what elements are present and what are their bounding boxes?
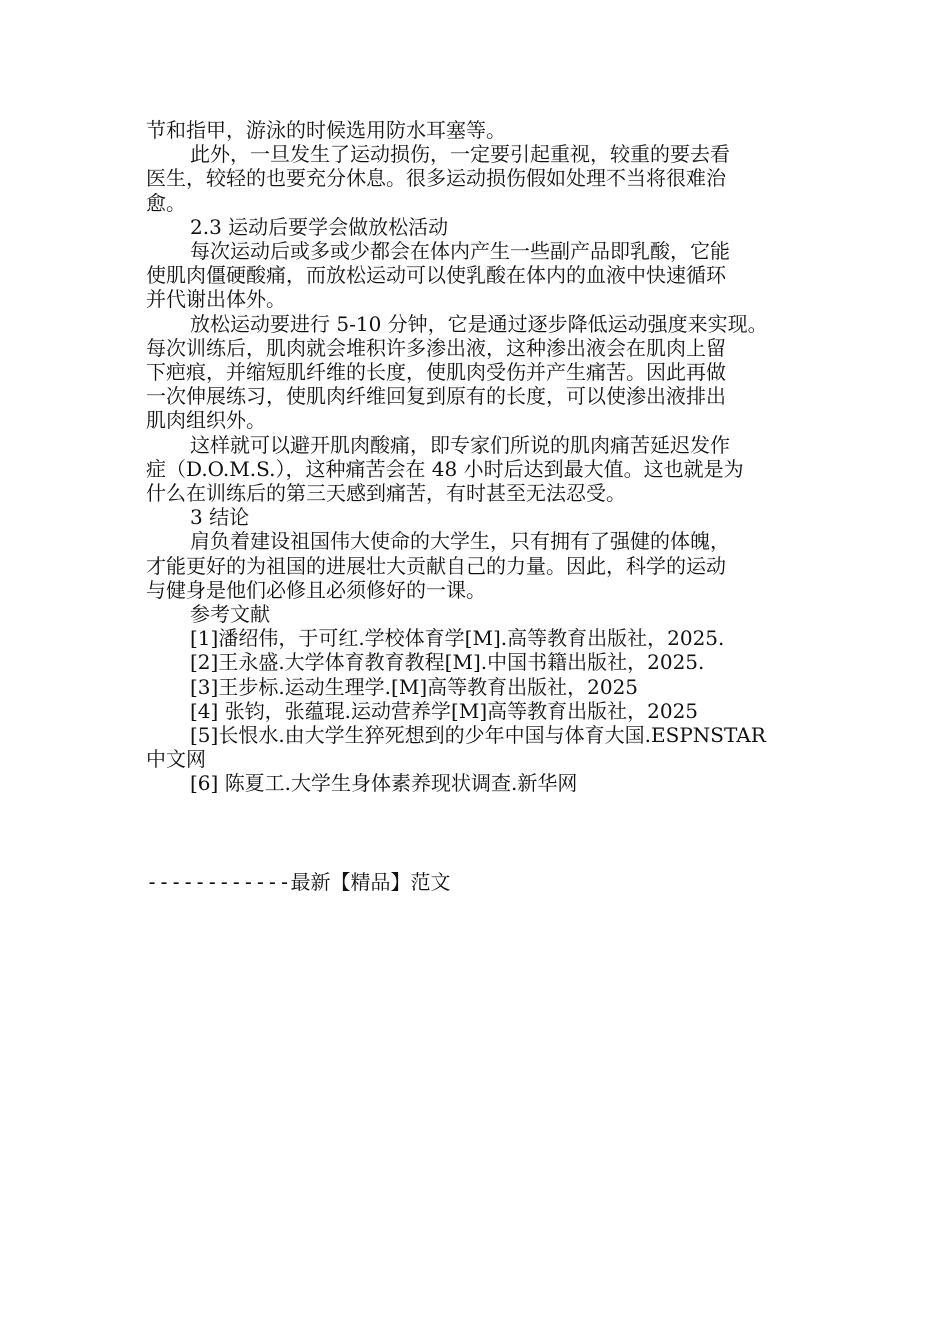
text-line: [6] 陈夏工.大学生身体素养现状调查.新华网 — [190, 771, 578, 796]
footer-banner — [146, 870, 451, 894]
text-line: 2.3 运动后要学会做放松活动 — [190, 214, 449, 239]
text-line: 3 结论 — [190, 505, 250, 530]
text-line: 症（D.O.M.S.），这种痛苦会在 48 小时后达到最大值。这也就是为 — [146, 456, 744, 481]
text-line: 此外，一旦发生了运动损伤，一定要引起重视，较重的要去看 — [190, 142, 730, 167]
text-line: 下疤痕，并缩短肌纤维的长度，使肌肉受伤并产生痛苦。因此再做 — [146, 360, 726, 385]
text-line: [1]潘绍伟，于可红.学校体育学[M].高等教育出版社，2025. — [190, 626, 725, 651]
text-line: 并代谢出体外。 — [146, 287, 286, 312]
text-line: [5]长恨水.由大学生猝死想到的少年中国与体育大国.ESPNSTAR — [190, 723, 766, 748]
document-body — [146, 118, 826, 796]
text-line: 什么在训练后的第三天感到痛苦，有时甚至无法忍受。 — [146, 481, 626, 506]
text-line: 参考文献 — [190, 602, 270, 627]
text-line: 肌肉组织外。 — [146, 408, 266, 433]
text-line: 这样就可以避开肌肉酸痛，即专家们所说的肌肉痛苦延迟发作 — [190, 432, 730, 457]
text-line: 放松运动要进行 5-10 分钟，它是通过逐步降低运动强度来实现。 — [190, 311, 768, 336]
text-line: [2]王永盛.大学体育教育教程[M].中国书籍出版社，2025. — [190, 650, 705, 675]
text-line: 使肌肉僵硬酸痛，而放松运动可以使乳酸在体内的血液中快速循环 — [146, 263, 726, 288]
text-line: [3]王步标.运动生理学.[M]高等教育出版社，2025 — [190, 674, 639, 699]
footer-dashes: ------------ — [146, 870, 291, 894]
text-line: 每次训练后，肌肉就会堆积许多渗出液，这种渗出液会在肌肉上留 — [146, 335, 726, 360]
text-line: 肩负着建设祖国伟大使命的大学生，只有拥有了强健的体魄， — [190, 529, 730, 554]
text-line: 医生，较轻的也要充分休息。很多运动损伤假如处理不当将很难治 — [146, 166, 726, 191]
text-line: 一次伸展练习，使肌肉纤维回复到原有的长度，可以使渗出液排出 — [146, 384, 726, 409]
text-line: 节和指甲，游泳的时候选用防水耳塞等。 — [146, 118, 506, 142]
footer-label: 最新【精品】范文 — [290, 870, 451, 894]
text-line: [4] 张钧，张蕴琨.运动营养学[M]高等教育出版社，2025 — [190, 698, 699, 723]
text-line: 中文网 — [146, 747, 206, 772]
text-line: 与健身是他们必修且必须修好的一课。 — [146, 577, 486, 602]
text-line: 才能更好的为祖国的进展壮大贡献自己的力量。因此，科学的运动 — [146, 553, 726, 578]
text-line: 愈。 — [146, 190, 186, 215]
text-line: 每次运动后或多或少都会在体内产生一些副产品即乳酸，它能 — [190, 239, 730, 264]
